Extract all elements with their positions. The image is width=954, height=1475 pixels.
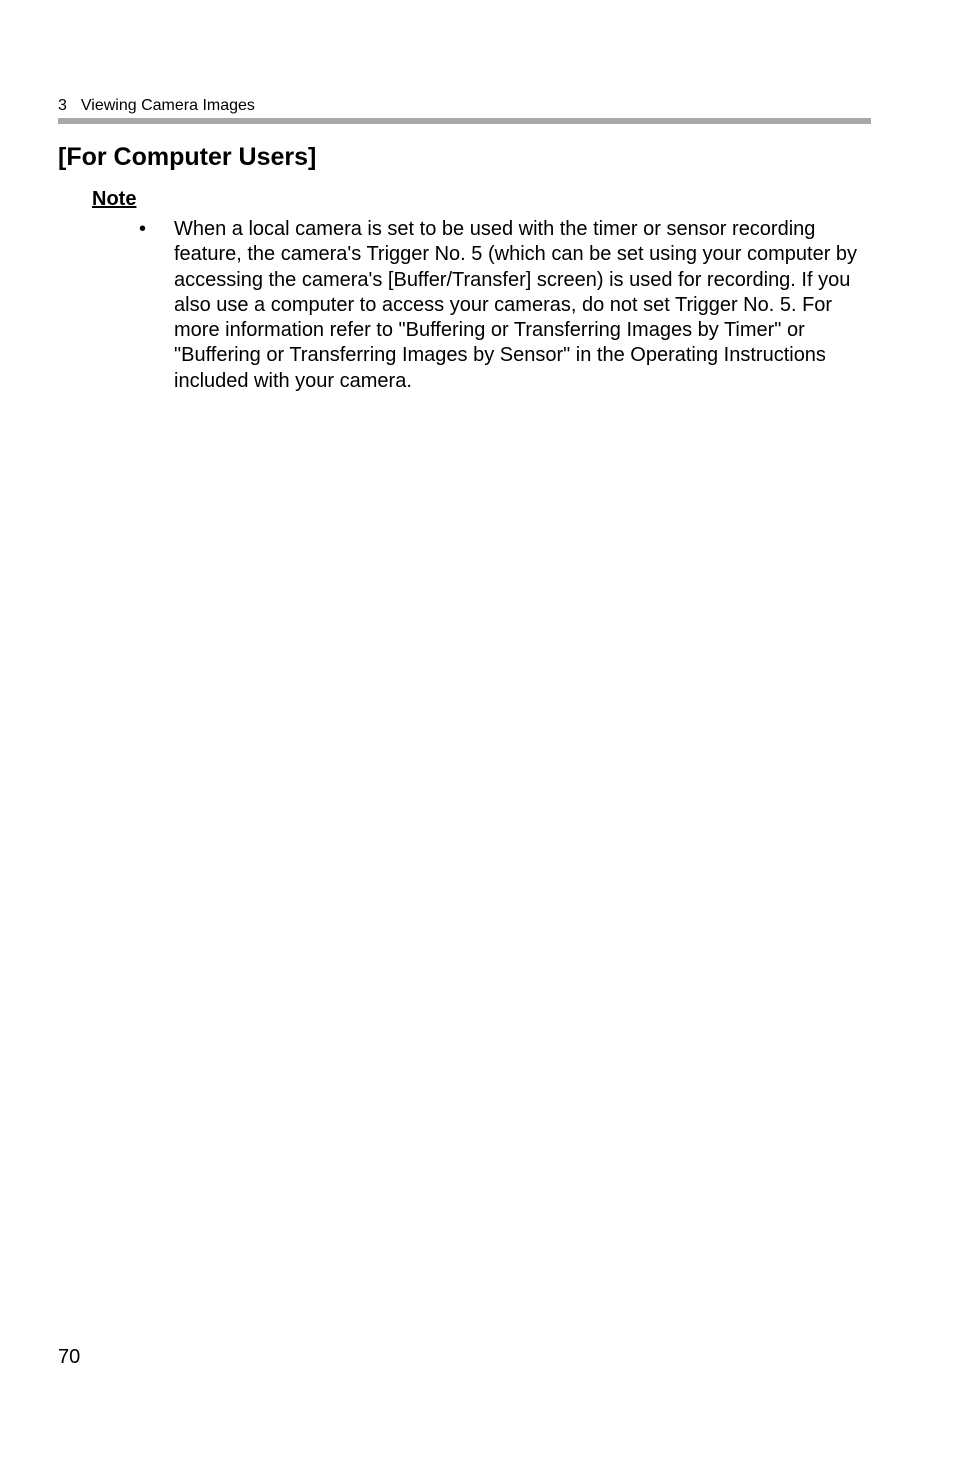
chapter-number: 3 — [58, 97, 67, 114]
page-number: 70 — [58, 1346, 81, 1368]
header-rule — [58, 118, 871, 124]
chapter-title: Viewing Camera Images — [80, 97, 255, 114]
note-heading: Note — [92, 188, 137, 210]
section-title: [For Computer Users] — [58, 143, 317, 171]
running-header — [58, 96, 255, 116]
bullet-icon: • — [139, 218, 147, 240]
note-item-text: When a local camera is set to be used with the timer or sensor recording feature, the camera's Trigger No. 5 (which can be set using your computer by accessing the camera's [Buffer/Transfer] screen) is used for recording. If you also use a computer to access your cameras, do not set Trigger No. 5. For more information refer to "Buffering or Transferring Images by Timer" or "Buffering or Transferring Images by Sensor" in the Operating Instructions included with your camera. — [174, 218, 858, 392]
